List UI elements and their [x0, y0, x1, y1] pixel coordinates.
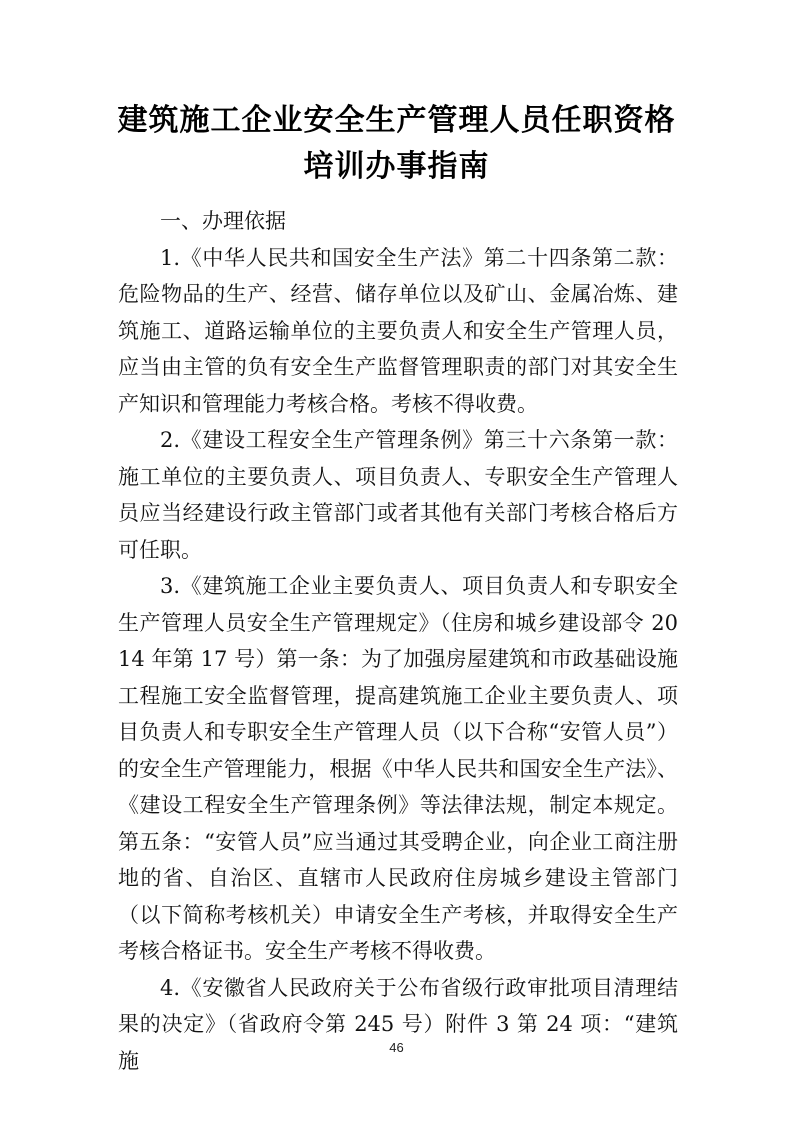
paragraph-2: 2.《建设工程安全生产管理条例》第三十六条第一款：施工单位的主要负责人、项目负责人、专职安全生产管理人员应当经建设行政主管部门或者其他有关部门考核合格后方可任职。	[118, 428, 678, 562]
document-title-line-1: 建筑施工企业安全生产管理人员任职资格	[117, 103, 676, 138]
page-number: 46	[389, 1040, 404, 1055]
paragraph-1: 1.《中华人民共和国安全生产法》第二十四条第二款：危险物品的生产、经营、储存单位以及矿山、金属冶炼、建筑施工、道路运输单位的主要负责人和安全生产管理人员，应当由主管的负有安全生产监督管理职责的部门对其安全生产知识和管理能力考核合格。考核不得收费。	[118, 245, 678, 416]
document-body	[118, 203, 678, 1079]
document-title-line-2: 培训办事指南	[303, 149, 490, 184]
paragraph-3: 3.《建筑施工企业主要负责人、项目负责人和专职安全生产管理人员安全生产管理规定》（住房和城乡建设部令 2014 年第 17 号）第一条：为了加强房屋建筑和市政基础设施工程施工安全监督管理，提高建筑施工企业主要负责人、项目负责人和专职安全生产管理人员（以下合称“安管人员”）的安全生产管理能力，根据《中华人民共和国安全生产法》、《建设工程安全生产管理条例》等法律法规，制定本规定。第五条：“安管人员”应当通过其受聘企业，向企业工商注册地的省、自治区、直辖市人民政府住房城乡建设主管部门（以下简称考核机关）申请安全生产考核，并取得安全生产考核合格证书。安全生产考核不得收费。	[118, 574, 678, 963]
paragraph-4: 4.《安徽省人民政府关于公布省级行政审批项目清理结果的决定》（省政府令第 245 号）附件 3 第 24 项：“建筑施	[118, 975, 678, 1073]
section-heading: 一、办理依据	[160, 209, 286, 233]
